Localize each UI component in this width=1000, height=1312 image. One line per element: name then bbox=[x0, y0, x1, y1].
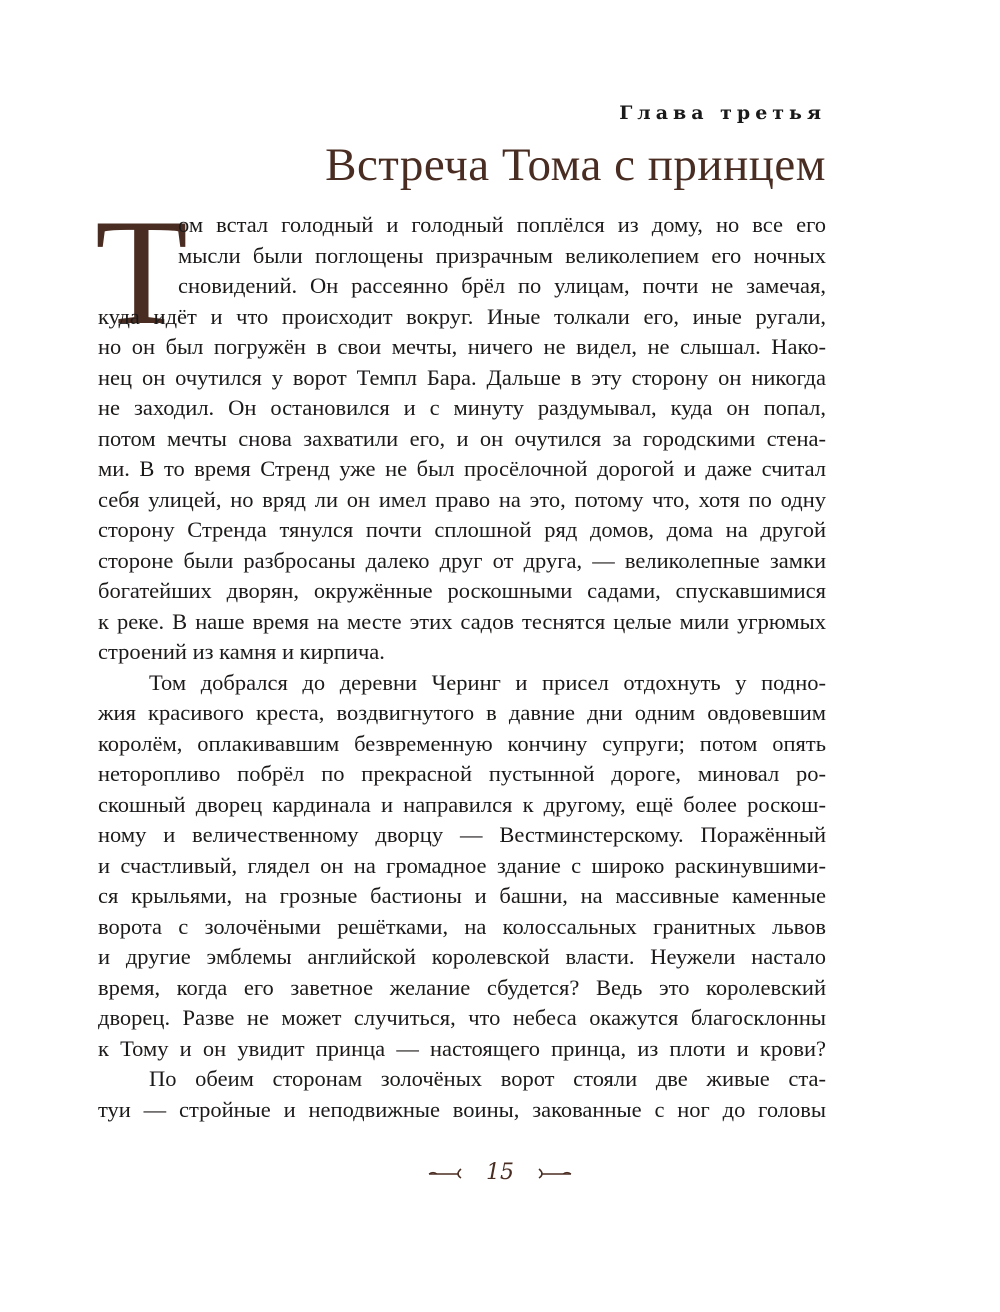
text-line: ворота с золочёными решётками, на колоссальных гранитных львов bbox=[98, 913, 826, 939]
chapter-title: Встреча Тома с принцем bbox=[325, 139, 826, 191]
drop-cap: Т bbox=[95, 188, 188, 356]
text-line: к Тому и он увидит принца — настоящего принца, из плоти и крови? bbox=[98, 1035, 826, 1061]
text-line: ом встал голодный и голодный поплёлся из дому, но все его bbox=[178, 212, 826, 237]
text-line: строений из камня и кирпича. bbox=[98, 639, 385, 664]
page-number: 15 bbox=[486, 1160, 514, 1185]
text-line: и счастливый, глядел он на громадное здание с широко раскинувшими- bbox=[98, 852, 826, 878]
text-line: время, когда его заветное желание сбудется? Ведь это королевский bbox=[98, 974, 826, 1000]
text-line: куда идёт и что происходит вокруг. Иные толкали его, иные ругали, bbox=[98, 303, 826, 329]
text-line: туи — стройные и неподвижные воины, закованные с ног до головы bbox=[98, 1096, 826, 1122]
text-line: и другие эмблемы английской королевской власти. Неужели настало bbox=[98, 944, 826, 969]
text-line: но он был погружён в свои мечты, ничего не видел, не слышал. Нако- bbox=[98, 334, 826, 359]
text-line: нец он очутился у ворот Темпл Бара. Дальше в эту сторону он никогда bbox=[98, 364, 826, 390]
page-footer bbox=[0, 1160, 1000, 1185]
text-line: себя улицей, но вряд ли он имел право на это, потому что, хотя по одну bbox=[98, 486, 826, 512]
text-line: ми. В то время Стренд уже не был просёлочной дорогой и даже считал bbox=[98, 456, 826, 481]
text-line: стороне были разбросаны далеко друг от друга, — великолепные замки bbox=[98, 547, 826, 573]
chapter-label: Глава третья bbox=[619, 102, 826, 124]
text-line: неторопливо побрёл по прекрасной пустынной дороге, миновал ро- bbox=[98, 761, 826, 786]
text-line: По обеим сторонам золочёных ворот стояли две живые ста- bbox=[149, 1066, 826, 1091]
text-line: ному и величественному дворцу — Вестминстерскому. Поражённый bbox=[98, 822, 826, 847]
text-line: Том добрался до деревни Черинг и присел отдохнуть у подно- bbox=[149, 669, 826, 695]
text-line: королём, оплакивавшим безвременную кончину супруги; потом опять bbox=[98, 730, 826, 756]
text-line: богатейших дворян, окружённые роскошными садами, спускавшимися bbox=[98, 578, 826, 603]
text-line: ся крыльями, на грозные бастионы и башни, на массивные каменные bbox=[98, 883, 826, 908]
text-line: дворец. Разве не может случиться, что небеса окажутся благосклонны bbox=[98, 1005, 826, 1030]
text-line: не заходил. Он остановился и с минуту раздумывал, куда он попал, bbox=[98, 395, 826, 420]
text-line: скошный дворец кардинала и направился к другому, ещё более роскош- bbox=[98, 791, 826, 817]
right-ornament-icon bbox=[529, 1166, 573, 1180]
text-line: потом мечты снова захватили его, и он очутился за городскими стена- bbox=[98, 425, 826, 451]
text-line: сновидений. Он рассеянно брёл по улицам, почти не замечая, bbox=[178, 273, 826, 298]
left-ornament-icon bbox=[427, 1166, 471, 1180]
body-text bbox=[98, 210, 826, 1125]
text-line: мысли были поглощены призрачным великолепием его ночных bbox=[178, 242, 826, 268]
text-line: к реке. В наше время на месте этих садов теснятся целые мили угрюмых bbox=[98, 608, 826, 634]
text-line: жия красивого креста, воздвигнутого в давние дни одним овдовевшим bbox=[98, 700, 826, 725]
text-line: сторону Стренда тянулся почти сплошной ряд домов, дома на другой bbox=[98, 517, 826, 542]
